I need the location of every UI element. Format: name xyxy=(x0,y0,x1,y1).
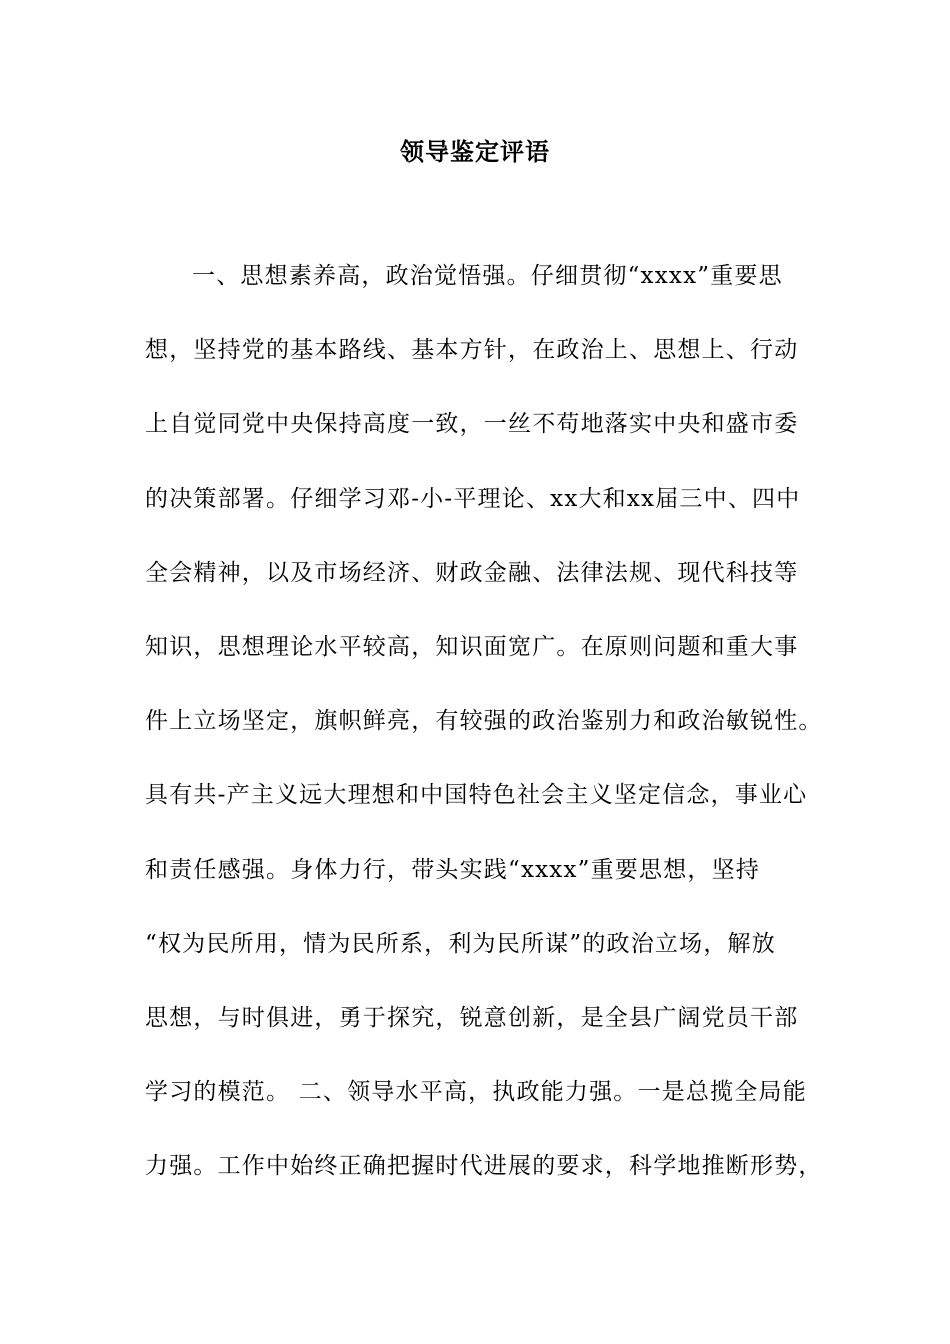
body-line: 学习的模范。 二、领导水平高，执政能力强。一是总揽全局能 xyxy=(145,1079,807,1106)
document-body xyxy=(145,258,825,1222)
body-line: 和责任感强。身体力行，带头实践“xxxx”重要思想，坚持 xyxy=(145,856,761,883)
body-line: 力强。工作中始终正确把握时代进展的要求，科学地推断形势， xyxy=(145,1153,823,1180)
body-line: 思想，与时俱进，勇于探究，锐意创新，是全县广阔党员干部 xyxy=(145,1004,799,1031)
body-line: “权为民所用，情为民所系，利为民所谋”的政治立场，解放 xyxy=(145,930,776,957)
body-line: 一、思想素养高，政治觉悟强。仔细贯彻“xxxx”重要思 xyxy=(192,263,783,289)
body-line: 知识，思想理论水平较高，知识面宽广。在原则问题和重大事 xyxy=(145,633,799,660)
body-line: 的决策部署。仔细学习邓-小-平理论、xx大和xx届三中、四中 xyxy=(145,485,801,512)
body-line: 全会精神，以及市场经济、财政金融、法律法规、现代科技等 xyxy=(145,559,799,586)
body-line: 具有共-产主义远大理想和中国特色社会主义坚定信念，事业心 xyxy=(145,782,808,809)
body-line: 件上立场坚定，旗帜鲜亮，有较强的政治鉴别力和政治敏锐性。 xyxy=(145,708,823,735)
body-line: 想，坚持党的基本路线、基本方针，在政治上、思想上、行动 xyxy=(145,337,799,364)
body-line: 上自觉同党中央保持高度一致，一丝不苟地落实中央和盛市委 xyxy=(145,411,799,438)
document-title: 领导鉴定评语 xyxy=(400,137,550,166)
